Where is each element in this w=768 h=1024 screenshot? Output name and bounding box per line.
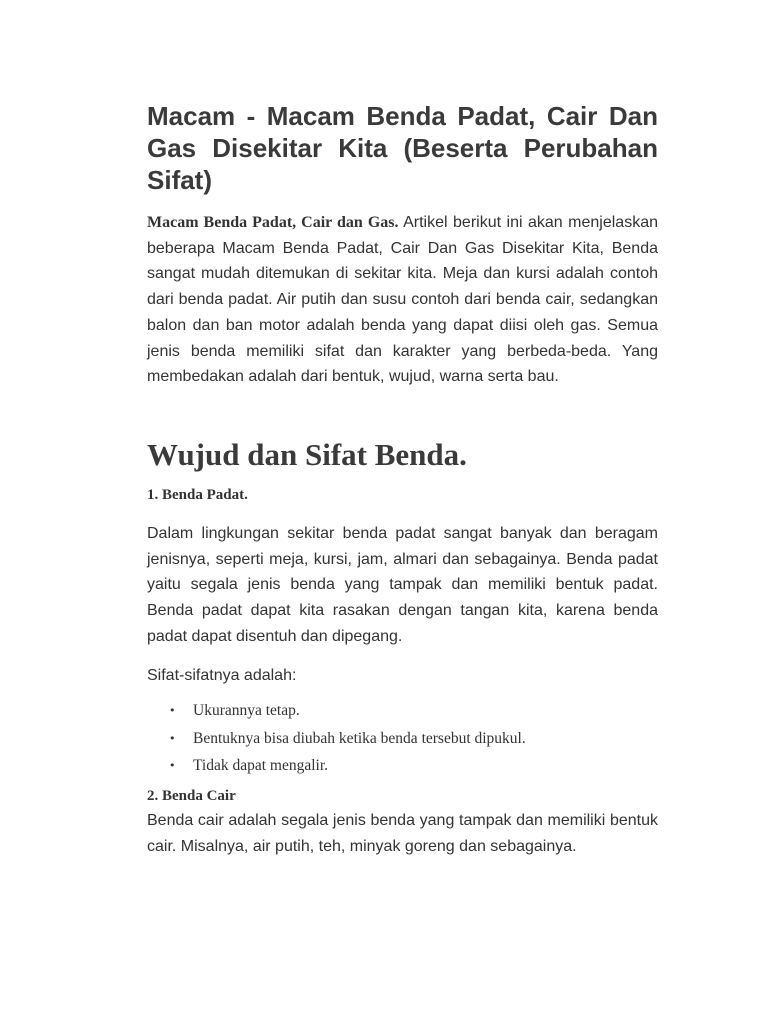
benda-padat-paragraph: Dalam lingkungan sekitar benda padat sangat banyak dan beragam jenisnya, seperti meja, kursi, jam, almari dan sebagainya. Benda padat yaitu segala jenis benda yang tampak dan memiliki bentuk padat. Benda padat dapat kita rasakan dengan tangan kita, karena benda padat dapat disentuh dan dipegang.: [147, 524, 658, 645]
properties-label: Sifat-sifatnya adalah:: [147, 667, 297, 685]
properties-list: [147, 697, 658, 780]
intro-text: Artikel berikut ini akan menjelaskan beberapa Macam Benda Padat, Cair Dan Gas Disekitar Kita, Benda sangat mudah ditemukan di sekitar kita. Meja dan kursi adalah contoh dari benda padat. Air putih dan susu contoh dari benda cair, sedangkan balon dan ban motor adalah benda yang dapat diisi oleh gas. Semua jenis benda memiliki sifat dan karakter yang berbeda-beda. Yang membedakan adalah dari bentuk, wujud, warna serta bau.: [147, 214, 658, 386]
bullet-icon: •: [169, 731, 176, 745]
section-heading: Wujud dan Sifat Benda.: [147, 436, 467, 472]
bullet-icon: •: [169, 759, 176, 773]
article-title: Macam - Macam Benda Padat, Cair Dan Gas Disekitar Kita (Beserta Perubahan Sifat): [147, 101, 658, 195]
bullet-icon: •: [169, 704, 176, 718]
intro-lead: Macam Benda Padat, Cair dan Gas.: [147, 214, 399, 231]
intro-paragraph: [147, 210, 658, 390]
list-item: [147, 752, 658, 780]
property-text: Ukurannya tetap.: [193, 702, 300, 720]
list-item: [147, 697, 658, 725]
document-page: [147, 100, 658, 859]
property-text: Tidak dapat mengalir.: [193, 757, 329, 775]
benda-padat-heading: 1. Benda Padat.: [147, 486, 248, 503]
property-text: Bentuknya bisa diubah ketika benda tersebut dipukul.: [193, 729, 526, 747]
benda-cair-heading: 2. Benda Cair: [147, 787, 236, 804]
list-item: [147, 725, 658, 753]
benda-cair-paragraph: Benda cair adalah segala jenis benda yang tampak dan memiliki bentuk cair. Misalnya, air putih, teh, minyak goreng dan sebagainya.: [147, 811, 658, 855]
